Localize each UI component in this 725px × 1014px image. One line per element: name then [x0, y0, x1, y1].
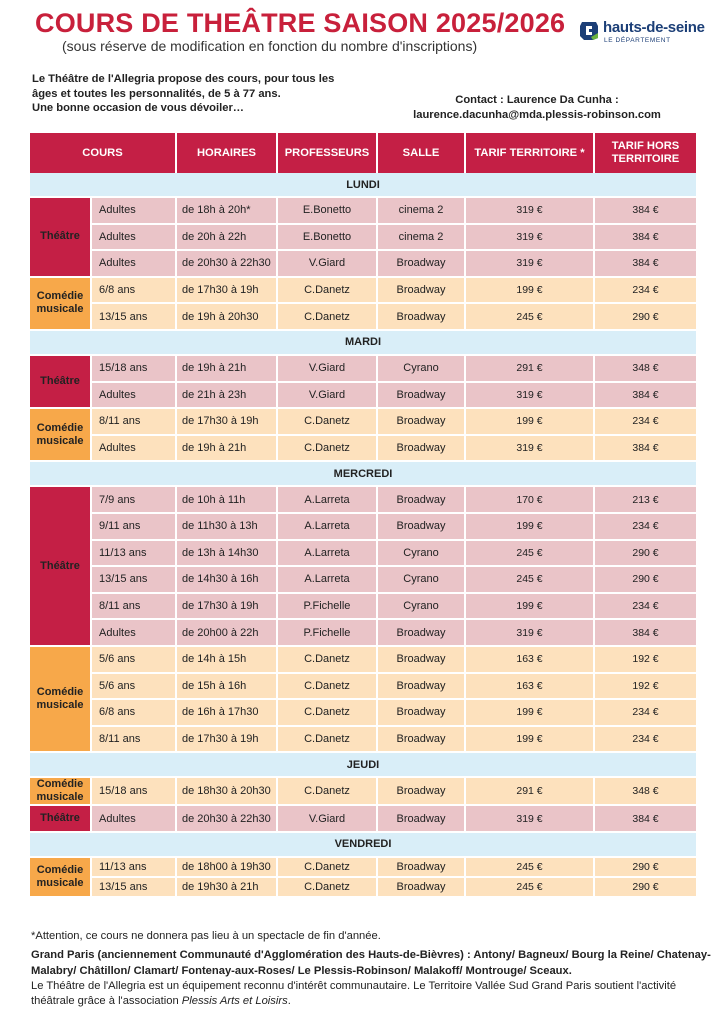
equipement-text: Le Théâtre de l'Allegria est un équipement reconnu d'intérêt communautaire. Le Territoire Vallée Sud Grand Paris soutient l'activité théâtrale grâce à l'association [31, 979, 677, 1008]
professeur-cell: A.Larreta [277, 486, 377, 513]
age-cell: Adultes [91, 197, 176, 224]
horaires-cell: de 16h à 17h30 [176, 699, 277, 726]
salle-cell: Cyrano [377, 566, 465, 593]
category-cell: Théâtre [30, 197, 91, 277]
tarif-territoire-cell: 319 € [465, 250, 594, 277]
salle-cell: Broadway [377, 699, 465, 726]
professeur-cell: E.Bonetto [277, 224, 377, 251]
age-cell: 7/9 ans [91, 486, 176, 513]
tarif-territoire-cell: 245 € [465, 303, 594, 330]
logo-subtitle: LE DÉPARTEMENT [604, 37, 671, 44]
tarif-hors-territoire-cell: 384 € [594, 224, 696, 251]
contact-label: Contact : Laurence Da Cunha : [455, 94, 619, 106]
professeur-cell: V.Giard [277, 805, 377, 832]
table-row [30, 197, 696, 224]
horaires-cell: de 13h à 14h30 [176, 540, 277, 567]
day-row [30, 330, 696, 355]
table-row [30, 250, 696, 277]
intro-line: âges et toutes les personnalités, de 5 à 77 ans. [32, 87, 281, 100]
horaires-cell: de 17h30 à 19h [176, 726, 277, 753]
age-cell: 13/15 ans [91, 566, 176, 593]
professeur-cell: P.Fichelle [277, 593, 377, 620]
table-row [30, 435, 696, 462]
table-row [30, 857, 696, 877]
tarif-territoire-cell: 245 € [465, 877, 594, 897]
category-cell: Comédie musicale [30, 646, 91, 752]
age-cell: 6/8 ans [91, 277, 176, 304]
age-cell: Adultes [91, 619, 176, 646]
salle-cell: Broadway [377, 277, 465, 304]
tarif-territoire-cell: 170 € [465, 486, 594, 513]
salle-cell: Broadway [377, 619, 465, 646]
intro-line: Une bonne occasion de vous dévoiler… [32, 102, 244, 114]
age-cell: 6/8 ans [91, 699, 176, 726]
equipement-suffix: . [287, 995, 291, 1008]
salle-cell: Broadway [377, 646, 465, 673]
tarif-hors-territoire-cell: 384 € [594, 435, 696, 462]
contact-email: laurence.dacunha@mda.plessis-robinson.com [413, 109, 661, 121]
category-cell: Comédie musicale [30, 857, 91, 897]
day-label: MARDI [30, 330, 696, 355]
hauts-de-seine-logo [578, 18, 705, 48]
horaires-cell: de 17h30 à 19h [176, 408, 277, 435]
tarif-territoire-cell: 199 € [465, 726, 594, 753]
professeur-cell: C.Danetz [277, 646, 377, 673]
table-row [30, 646, 696, 673]
table-row [30, 303, 696, 330]
tarif-territoire-cell: 199 € [465, 408, 594, 435]
tarif-hors-territoire-cell: 348 € [594, 777, 696, 805]
salle-cell: Broadway [377, 435, 465, 462]
header-tarif-hors-territoire: TARIF HORS TERRITOIRE [594, 133, 696, 173]
professeur-cell: C.Danetz [277, 857, 377, 877]
horaires-cell: de 18h30 à 20h30 [176, 777, 277, 805]
tarif-hors-territoire-cell: 234 € [594, 513, 696, 540]
table-row [30, 673, 696, 700]
tarif-hors-territoire-cell: 384 € [594, 250, 696, 277]
contact-block [398, 93, 676, 123]
age-cell: Adultes [91, 224, 176, 251]
attention-note: *Attention, ce cours ne donnera pas lieu à un spectacle de fin d'année. [31, 930, 381, 942]
tarif-hors-territoire-cell: 384 € [594, 805, 696, 832]
professeur-cell: C.Danetz [277, 673, 377, 700]
day-label: MERCREDI [30, 461, 696, 486]
age-cell: Adultes [91, 382, 176, 409]
page-title: COURS DE THEÂTRE SAISON 2025/2026 [35, 8, 566, 38]
tarif-hors-territoire-cell: 384 € [594, 619, 696, 646]
salle-cell: Broadway [377, 250, 465, 277]
salle-cell: Broadway [377, 513, 465, 540]
salle-cell: Broadway [377, 486, 465, 513]
horaires-cell: de 19h à 20h30 [176, 303, 277, 330]
tarif-territoire-cell: 199 € [465, 513, 594, 540]
category-cell: Théâtre [30, 805, 91, 832]
professeur-cell: C.Danetz [277, 699, 377, 726]
tarif-territoire-cell: 163 € [465, 673, 594, 700]
tarif-territoire-cell: 319 € [465, 435, 594, 462]
age-cell: 13/15 ans [91, 303, 176, 330]
tarif-hors-territoire-cell: 290 € [594, 877, 696, 897]
table-row [30, 699, 696, 726]
tarif-hors-territoire-cell: 290 € [594, 857, 696, 877]
tarif-territoire-cell: 245 € [465, 540, 594, 567]
age-cell: 8/11 ans [91, 726, 176, 753]
logo-name: hauts-de-seine [603, 19, 705, 36]
intro-line: Le Théâtre de l'Allegria propose des cours, pour tous les [32, 73, 335, 85]
table-row [30, 540, 696, 567]
horaires-cell: de 19h à 21h [176, 355, 277, 382]
horaires-cell: de 15h à 16h [176, 673, 277, 700]
professeur-cell: V.Giard [277, 250, 377, 277]
horaires-cell: de 20h00 à 22h [176, 619, 277, 646]
professeur-cell: C.Danetz [277, 277, 377, 304]
professeur-cell: C.Danetz [277, 303, 377, 330]
day-row [30, 173, 696, 197]
footnotes [31, 929, 711, 1009]
tarif-hors-territoire-cell: 234 € [594, 699, 696, 726]
tarif-territoire-cell: 199 € [465, 277, 594, 304]
day-row [30, 752, 696, 777]
age-cell: Adultes [91, 250, 176, 277]
horaires-cell: de 20h30 à 22h30 [176, 250, 277, 277]
professeur-cell: C.Danetz [277, 777, 377, 805]
table-row [30, 486, 696, 513]
tarif-hors-territoire-cell: 290 € [594, 303, 696, 330]
tarif-hors-territoire-cell: 384 € [594, 197, 696, 224]
salle-cell: Broadway [377, 805, 465, 832]
age-cell: Adultes [91, 435, 176, 462]
horaires-cell: de 14h à 15h [176, 646, 277, 673]
tarif-territoire-cell: 245 € [465, 566, 594, 593]
table-row [30, 566, 696, 593]
tarif-hors-territoire-cell: 384 € [594, 382, 696, 409]
category-cell: Comédie musicale [30, 777, 91, 805]
professeur-cell: C.Danetz [277, 877, 377, 897]
tarif-hors-territoire-cell: 234 € [594, 277, 696, 304]
horaires-cell: de 18h à 20h* [176, 197, 277, 224]
age-cell: 11/13 ans [91, 540, 176, 567]
professeur-cell: C.Danetz [277, 435, 377, 462]
table-row [30, 277, 696, 304]
day-label: JEUDI [30, 752, 696, 777]
age-cell: 15/18 ans [91, 355, 176, 382]
table-row [30, 513, 696, 540]
tarif-hors-territoire-cell: 290 € [594, 540, 696, 567]
salle-cell: Broadway [377, 303, 465, 330]
category-cell: Théâtre [30, 486, 91, 646]
table-header-row [30, 133, 696, 173]
tarif-territoire-cell: 199 € [465, 699, 594, 726]
salle-cell: Broadway [377, 382, 465, 409]
table-row [30, 726, 696, 753]
tarif-hors-territoire-cell: 192 € [594, 646, 696, 673]
professeur-cell: P.Fichelle [277, 619, 377, 646]
day-label: LUNDI [30, 173, 696, 197]
header-professeurs: PROFESSEURS [277, 133, 377, 173]
table-row [30, 382, 696, 409]
horaires-cell: de 19h à 21h [176, 435, 277, 462]
table-row [30, 408, 696, 435]
salle-cell: Broadway [377, 408, 465, 435]
category-cell: Comédie musicale [30, 408, 91, 461]
day-row [30, 461, 696, 486]
tarif-territoire-cell: 163 € [465, 646, 594, 673]
tarif-hors-territoire-cell: 213 € [594, 486, 696, 513]
tarif-hors-territoire-cell: 234 € [594, 726, 696, 753]
salle-cell: Broadway [377, 877, 465, 897]
tarif-territoire-cell: 319 € [465, 805, 594, 832]
day-row [30, 832, 696, 857]
tarif-hors-territoire-cell: 234 € [594, 593, 696, 620]
salle-cell: cinema 2 [377, 197, 465, 224]
table-row [30, 777, 696, 805]
tarif-territoire-cell: 319 € [465, 382, 594, 409]
table-row [30, 877, 696, 897]
schedule-body [30, 173, 696, 897]
header-cours: COURS [30, 133, 176, 173]
table-row [30, 805, 696, 832]
tarif-territoire-cell: 319 € [465, 197, 594, 224]
professeur-cell: C.Danetz [277, 408, 377, 435]
salle-cell: Broadway [377, 726, 465, 753]
horaires-cell: de 21h à 23h [176, 382, 277, 409]
category-cell: Théâtre [30, 355, 91, 408]
association-name: Plessis Arts et Loisirs [181, 995, 288, 1008]
equipement-note [31, 979, 711, 1010]
grand-paris-note: Grand Paris (anciennement Communauté d'Agglomération des Hauts-de-Bièvres) : Antony/ Bagneux/ Bourg la Reine/ Chatenay-Malabry/ Châtillon/ Clamart/ Fontenay-aux-Roses/ Le Plessis-Robinson/ Malakoff/ Montrouge/ Sceaux. [31, 949, 711, 977]
horaires-cell: de 18h00 à 19h30 [176, 857, 277, 877]
horaires-cell: de 10h à 11h [176, 486, 277, 513]
table-row [30, 619, 696, 646]
tarif-territoire-cell: 291 € [465, 355, 594, 382]
professeur-cell: A.Larreta [277, 566, 377, 593]
salle-cell: cinema 2 [377, 224, 465, 251]
day-label: VENDREDI [30, 832, 696, 857]
age-cell: 13/15 ans [91, 877, 176, 897]
age-cell: 8/11 ans [91, 593, 176, 620]
horaires-cell: de 17h30 à 19h [176, 277, 277, 304]
header-tarif-territoire: TARIF TERRITOIRE * [465, 133, 594, 173]
category-cell: Comédie musicale [30, 277, 91, 330]
schedule-table [30, 133, 696, 898]
header-horaires: HORAIRES [176, 133, 277, 173]
intro-text [32, 72, 334, 116]
tarif-hors-territoire-cell: 290 € [594, 566, 696, 593]
horaires-cell: de 20h30 à 22h30 [176, 805, 277, 832]
horaires-cell: de 11h30 à 13h [176, 513, 277, 540]
tarif-territoire-cell: 319 € [465, 619, 594, 646]
age-cell: 9/11 ans [91, 513, 176, 540]
tarif-territoire-cell: 245 € [465, 857, 594, 877]
horaires-cell: de 14h30 à 16h [176, 566, 277, 593]
professeur-cell: V.Giard [277, 355, 377, 382]
salle-cell: Broadway [377, 673, 465, 700]
professeur-cell: A.Larreta [277, 540, 377, 567]
horaires-cell: de 19h30 à 21h [176, 877, 277, 897]
tarif-hors-territoire-cell: 234 € [594, 408, 696, 435]
salle-cell: Cyrano [377, 540, 465, 567]
table-row [30, 593, 696, 620]
departement-map-icon [578, 20, 600, 42]
professeur-cell: E.Bonetto [277, 197, 377, 224]
horaires-cell: de 17h30 à 19h [176, 593, 277, 620]
salle-cell: Broadway [377, 857, 465, 877]
horaires-cell: de 20h à 22h [176, 224, 277, 251]
professeur-cell: C.Danetz [277, 726, 377, 753]
age-cell: 8/11 ans [91, 408, 176, 435]
salle-cell: Broadway [377, 777, 465, 805]
age-cell: 5/6 ans [91, 646, 176, 673]
salle-cell: Cyrano [377, 355, 465, 382]
tarif-hors-territoire-cell: 348 € [594, 355, 696, 382]
tarif-territoire-cell: 319 € [465, 224, 594, 251]
age-cell: 5/6 ans [91, 673, 176, 700]
salle-cell: Cyrano [377, 593, 465, 620]
age-cell: 15/18 ans [91, 777, 176, 805]
tarif-territoire-cell: 199 € [465, 593, 594, 620]
tarif-hors-territoire-cell: 192 € [594, 673, 696, 700]
page-subtitle: (sous réserve de modification en fonction du nombre d'inscriptions) [62, 38, 478, 54]
age-cell: 11/13 ans [91, 857, 176, 877]
tarif-territoire-cell: 291 € [465, 777, 594, 805]
header-salle: SALLE [377, 133, 465, 173]
age-cell: Adultes [91, 805, 176, 832]
professeur-cell: A.Larreta [277, 513, 377, 540]
professeur-cell: V.Giard [277, 382, 377, 409]
table-row [30, 355, 696, 382]
table-row [30, 224, 696, 251]
